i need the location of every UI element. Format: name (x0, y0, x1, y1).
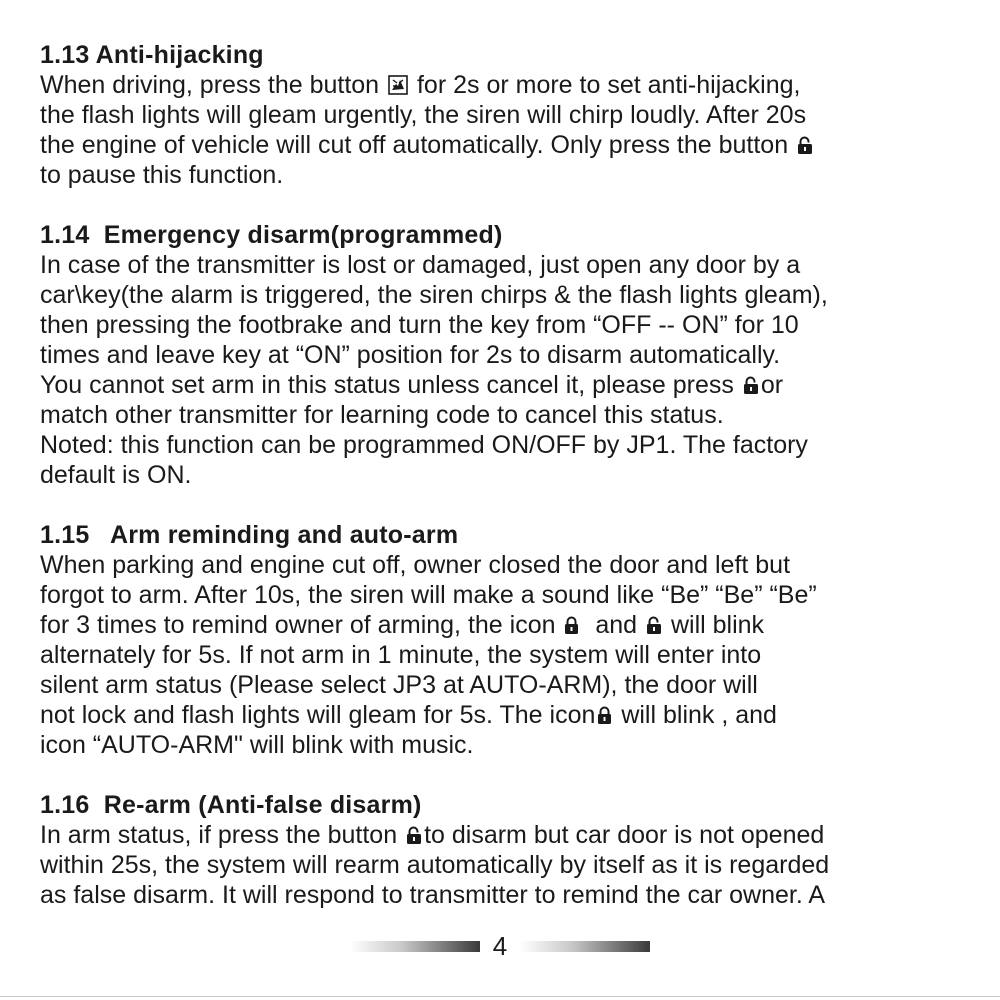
section-heading: 1.13 Anti-hijacking (40, 41, 264, 69)
footer-decor-left (350, 941, 480, 952)
body-line (40, 640, 980, 670)
text-run: forgot to arm. After 10s, the siren will make a sound like “Be” “Be” “Be” (40, 581, 817, 609)
body-line (40, 250, 980, 280)
text-run: You cannot set arm in this status unless cancel it, please press (40, 371, 741, 399)
bottom-divider (0, 996, 1000, 997)
unlock-icon (743, 376, 759, 395)
body-line (40, 580, 980, 610)
body-line (40, 550, 980, 580)
text-run: or (760, 371, 784, 399)
lock-icon (564, 616, 579, 635)
text-run: the flash lights will gleam urgently, the siren will chirp loudly. After 20s (40, 101, 807, 129)
text-run: icon “AUTO-ARM" will blink with music. (40, 731, 474, 759)
text-run: to pause this function. (40, 161, 284, 189)
text-run: In arm status, if press the button (40, 821, 405, 849)
text-run: to disarm but car door is not opened (424, 821, 825, 849)
text-run: for 3 times to remind owner of arming, the icon (40, 611, 563, 639)
text-run: When parking and engine cut off, owner closed the door and left but (40, 551, 791, 579)
body-line (40, 280, 980, 310)
body-line (40, 160, 980, 190)
page-footer (0, 930, 1000, 966)
body-line (40, 610, 980, 640)
body-line (40, 730, 980, 760)
body-line (40, 340, 980, 370)
text-run: match other transmitter for learning code to cancel this status. (40, 401, 724, 429)
text-run: not lock and flash lights will gleam for 5s. The icon (40, 701, 596, 729)
section-1 (40, 40, 980, 190)
text-run: car\key(the alarm is triggered, the siren chirps & the flash lights gleam), (40, 281, 828, 309)
hijack-icon (388, 75, 408, 95)
text-run: will blink (664, 611, 765, 639)
text-run: Noted: this function can be programmed ON/OFF by JP1. The factory (40, 431, 808, 459)
body-line (40, 70, 980, 100)
lock-icon (597, 706, 612, 725)
body-line (40, 820, 980, 850)
footer-decor-right (520, 941, 650, 952)
body-line (40, 700, 980, 730)
section-4 (40, 790, 980, 910)
section-heading: 1.14 Emergency disarm(programmed) (40, 221, 503, 249)
text-run: as false disarm. It will respond to transmitter to remind the car owner. A (40, 881, 826, 909)
body-line (40, 880, 980, 910)
text-run: times and leave key at “ON” position for 2s to disarm automatically. (40, 341, 781, 369)
body-line (40, 850, 980, 880)
body-line (40, 460, 980, 490)
text-run: When driving, press the button (40, 71, 387, 99)
text-run: the engine of vehicle will cut off automatically. Only press the button (40, 131, 796, 159)
body-line (40, 310, 980, 340)
text-run: default is ON. (40, 461, 192, 489)
body-line (40, 670, 980, 700)
section-2 (40, 220, 980, 490)
body-line (40, 400, 980, 430)
text-run: alternately for 5s. If not arm in 1 minute, the system will enter into (40, 641, 762, 669)
manual-page (40, 40, 980, 940)
section-heading: 1.16 Re-arm (Anti-false disarm) (40, 791, 422, 819)
text-run: then pressing the footbrake and turn the key from “OFF -- ON” for 10 (40, 311, 799, 339)
text-run: silent arm status (Please select JP3 at AUTO-ARM), the door will (40, 671, 758, 699)
page-number: 4 (492, 931, 508, 961)
section-3 (40, 520, 980, 760)
body-line (40, 130, 980, 160)
text-run: for 2s or more to set anti-hijacking, (410, 71, 801, 99)
unlock-icon (406, 826, 422, 845)
section-heading: 1.15 Arm reminding and auto-arm (40, 521, 459, 549)
unlock-icon (797, 136, 813, 155)
body-line (40, 430, 980, 460)
text-run: and (581, 611, 645, 639)
body-line (40, 100, 980, 130)
text-run: In case of the transmitter is lost or damaged, just open any door by a (40, 251, 801, 279)
unlock-icon (646, 616, 662, 635)
body-line (40, 370, 980, 400)
text-run: will blink , and (614, 701, 777, 729)
text-run: within 25s, the system will rearm automatically by itself as it is regarded (40, 851, 830, 879)
